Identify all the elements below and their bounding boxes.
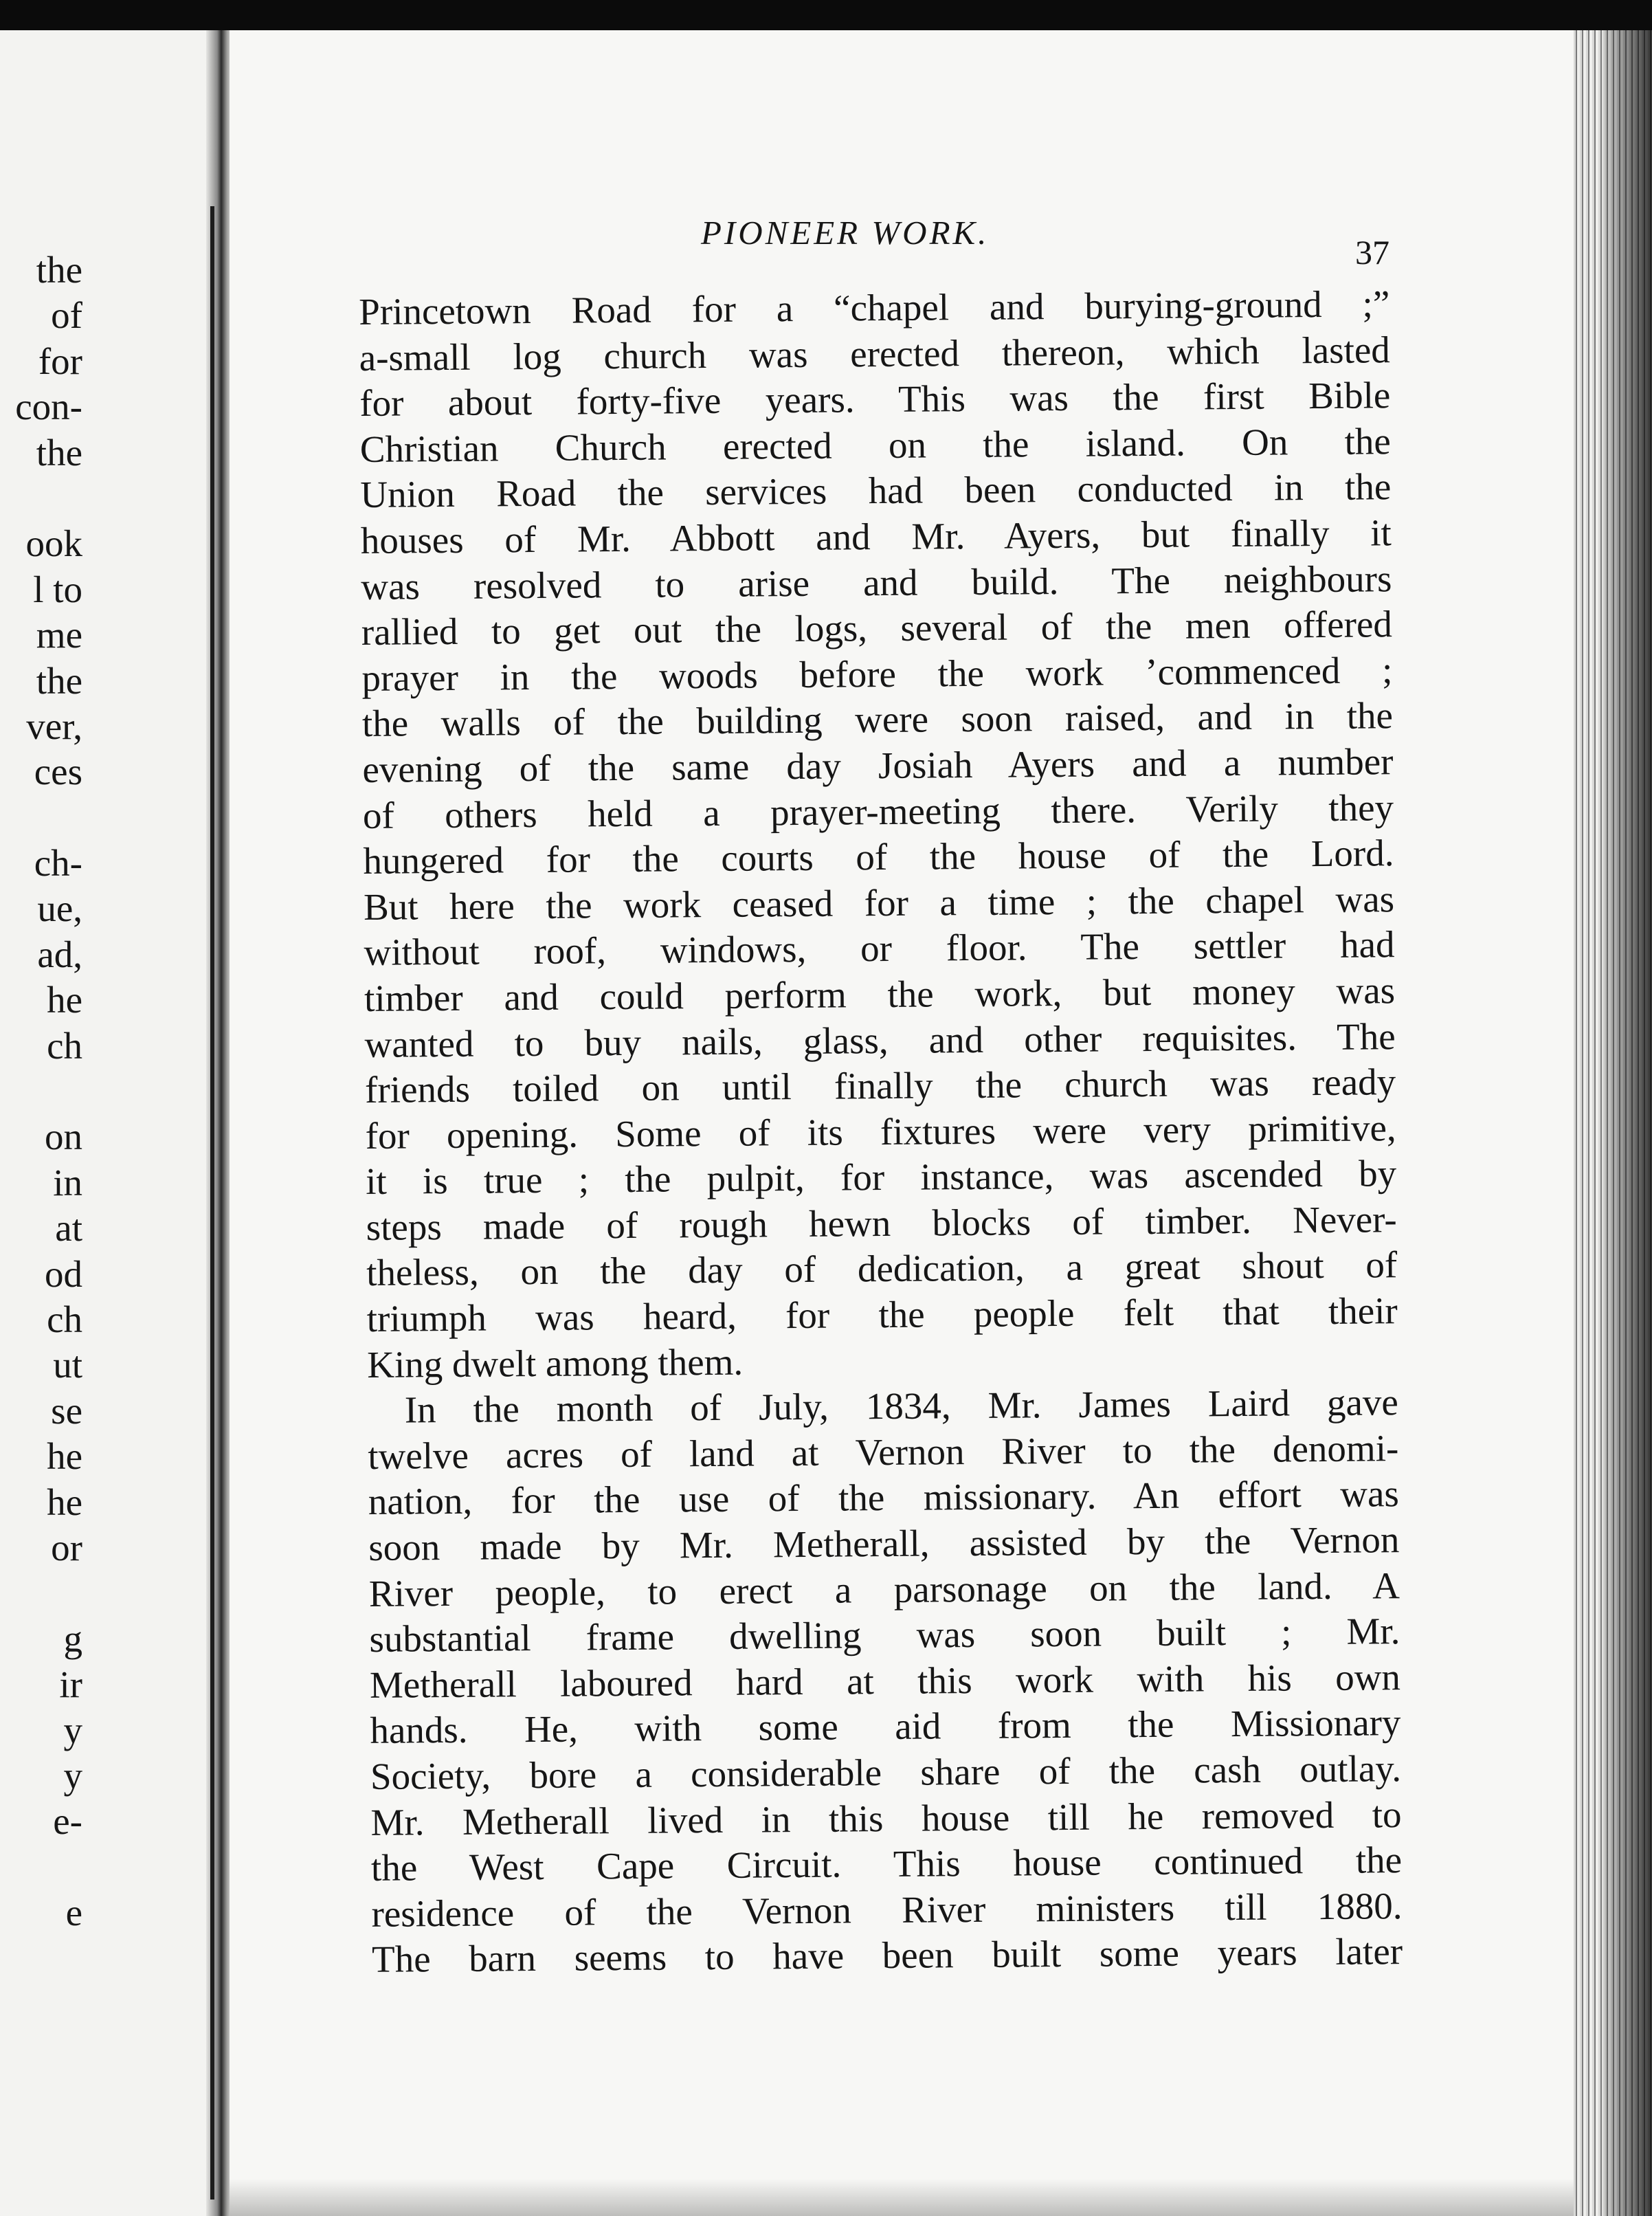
left-fragment: he — [47, 979, 82, 1021]
left-fragment: the — [36, 659, 82, 702]
text-line: houses of Mr. Abbott and Mr. Ayers, but finally it — [360, 511, 1392, 562]
text-line: the walls of the building were soon raised, and in the — [361, 694, 1394, 745]
text-line: the West Cape Circuit. This house continued the — [370, 1839, 1403, 1890]
text-line: soon made by Mr. Metherall, assisted by the Vernon — [368, 1518, 1400, 1569]
text-line: River people, to erect a parsonage on the land. A — [368, 1564, 1400, 1615]
left-fragment: ch- — [34, 842, 82, 885]
left-fragment — [0, 476, 82, 521]
gutter-line — [210, 206, 214, 2200]
left-fragment: y — [63, 1709, 82, 1751]
left-fragment: in — [53, 1161, 82, 1204]
left-fragment: l to — [33, 568, 82, 610]
text-line: Union Road the services had been conducted in the — [360, 465, 1392, 516]
left-fragment: on — [45, 1116, 82, 1158]
text-line: Christian Church erected on the island. On the — [359, 419, 1392, 470]
text-line: was resolved to arise and build. The neighbours — [361, 557, 1392, 608]
text-line: prayer in the woods before the work ’commenced ; — [361, 648, 1393, 699]
left-fragment — [0, 795, 82, 841]
left-fragment: ch — [47, 1298, 82, 1340]
left-fragment: y — [63, 1754, 82, 1797]
text-line: it is true ; the pulpit, for instance, was ascended by — [365, 1152, 1397, 1203]
left-fragment: the — [36, 249, 82, 291]
text-line: friends toiled on until finally the church was ready — [364, 1061, 1396, 1111]
left-fragment: ch — [47, 1024, 82, 1067]
left-fragment — [0, 1845, 82, 1890]
text-line: of others held a prayer-meeting there. Verily they — [362, 786, 1394, 836]
text-line: evening of the same day Josiah Ayers and a number — [362, 740, 1394, 790]
text-line: substantial frame dwelling was soon built ; Mr. — [369, 1610, 1400, 1661]
text-line: residence of the Vernon River ministers till 1880. — [371, 1884, 1403, 1935]
scan-top-border — [0, 0, 1652, 30]
left-fragment: ir — [59, 1663, 82, 1706]
text-line: twelve acres of land at Vernon River to the denomi- — [368, 1427, 1399, 1477]
left-fragment: ue, — [37, 887, 82, 930]
page-edges-shadow — [1603, 30, 1652, 2216]
text-line: theless, on the day of dedication, a great shout of — [366, 1243, 1398, 1294]
left-page-fragments — [0, 247, 82, 1936]
left-fragment: ook — [25, 522, 82, 565]
text-line: Metherall laboured hard at this work with his own — [369, 1655, 1401, 1706]
left-fragment: me — [36, 614, 82, 656]
text-line: hands. He, with some aid from the Missionary — [370, 1701, 1401, 1752]
text-line: wanted to buy nails, glass, and other requisites. The — [364, 1015, 1396, 1065]
text-line: triumph was heard, for the people felt that their — [366, 1289, 1398, 1340]
left-fragment: he — [47, 1481, 82, 1523]
left-fragment: con- — [15, 386, 82, 428]
page-number: 37 — [1355, 233, 1389, 272]
text-line: for about forty-five years. This was the first Bible — [359, 374, 1391, 425]
text-line: The barn seems to have been built some years later — [371, 1930, 1403, 1981]
text-line: Princetown Road for a “chapel and burying-ground ;” — [359, 282, 1390, 333]
text-line: a-small log church was erected thereon, which lasted — [359, 328, 1390, 379]
left-fragment: at — [55, 1207, 82, 1250]
text-line: timber and could perform the work, but money was — [364, 969, 1396, 1019]
running-head: PIONEER WORK. — [701, 214, 990, 252]
left-fragment: ces — [34, 751, 82, 793]
left-fragment: for — [38, 340, 82, 382]
text-line: King dwelt among them. — [367, 1340, 744, 1386]
text-line: rallied to get out the logs, several of the men offered — [361, 603, 1393, 654]
text-line: nation, for the use of the missionary. An effort was — [368, 1472, 1400, 1523]
left-fragment — [0, 1571, 82, 1616]
text-line: In the month of July, 1834, Mr. James Laird gave — [404, 1381, 1399, 1431]
text-line: steps made of rough hewn blocks of timber. Never- — [366, 1198, 1397, 1248]
text-line: But here the work ceased for a time ; the chapel was — [363, 877, 1395, 928]
left-fragment: or — [51, 1526, 82, 1569]
left-fragment — [0, 1069, 82, 1114]
left-fragment: se — [51, 1389, 82, 1432]
left-fragment: ut — [53, 1344, 82, 1386]
text-line: hungered for the courts of the house of the Lord. — [363, 832, 1394, 883]
left-fragment: e- — [53, 1800, 82, 1843]
body-text — [359, 281, 1403, 1983]
left-fragment: the — [36, 431, 82, 474]
left-fragment: he — [47, 1435, 82, 1478]
left-fragment: e — [65, 1892, 82, 1934]
left-fragment: od — [45, 1252, 82, 1295]
text-line: Society, bore a considerable share of the cash outlay. — [370, 1747, 1402, 1797]
page-bottom-shadow — [230, 2179, 1583, 2216]
left-fragment: ver, — [26, 705, 82, 747]
text-line: Mr. Metherall lived in this house till he removed to — [370, 1793, 1402, 1843]
text-line: without roof, windows, or floor. The settler had — [364, 923, 1395, 974]
left-fragment: of — [51, 294, 82, 337]
left-fragment: g — [63, 1617, 82, 1660]
text-line: for opening. Some of its fixtures were very primitive, — [365, 1106, 1396, 1157]
left-fragment: ad, — [37, 933, 82, 975]
